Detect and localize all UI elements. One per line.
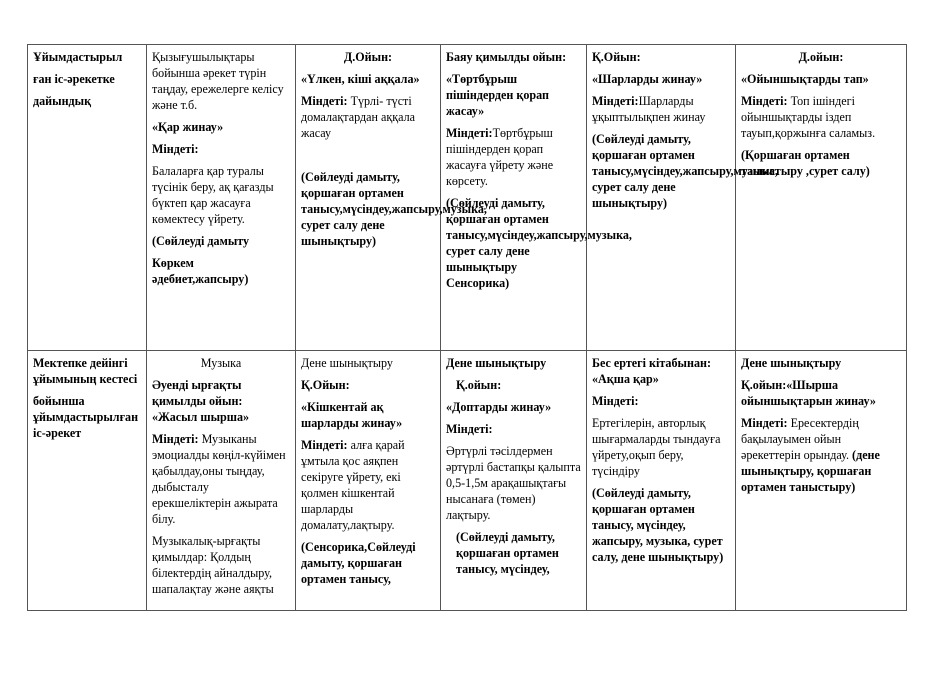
activity-text: Балаларға қар туралы түсінік беру, ақ қағазды бүктеп қар жасауға көмектесу үйрету. [152,164,274,226]
activity-text: Қ.Ойын: [592,50,641,64]
activity-text: Бес ертегі кітабынан: «Ақша қар» [592,356,711,386]
row-header-line: Мектепке дейінгі ұйымының кестесі [33,356,138,386]
activity-text: Қ.ойын: [456,378,502,392]
row-header-line: Ұйымдастырыл [33,50,123,64]
activity-text: Дене шынықтыру [741,356,842,370]
activity-text: (Қоршаған ортамен таныстыру ,сурет салу) [741,148,870,178]
activity-text: Музыка [200,356,242,370]
activity-text: (Сөйлеуді дамыту, қоршаған ортамен танысу,мүсіндеу,жапсыру,музыка, сурет салу дене шынықтыру) [592,132,778,210]
activity-text: Әуенді ырғақты қимылды ойын: «Жасыл шырша» [152,378,250,424]
activity-text: Міндеті: [152,142,199,156]
activity-text: Дене шынықтыру [446,356,547,370]
lesson-plan-body [28,45,907,611]
activity-text: (Сенсорика,Сөйлеуді дамыту, қоршаған ортамен танысу, [301,540,416,586]
activity-text: Қызығушылықтары бойынша әрекет түрін таңдау, ережелерге келісу және т.б. [152,50,284,112]
activity-cell [296,351,441,611]
row-header-line: ған іс-әрекетке [33,72,115,86]
activity-text: «Шарларды жинау» [592,72,703,86]
activity-text: Қ.ойын:«Шырша ойыншықтарын жинау» [741,378,876,408]
activity-text: «Төртбұрыш пішіндерден қорап жасау» [446,72,549,118]
activity-text: «Қар жинау» [152,120,224,134]
activity-text: Дене шынықтыру [301,356,393,370]
activity-cell [736,45,907,351]
activity-text: (Сөйлеуді дамыту, қоршаған ортамен танысу, мүсіндеу, жапсыру, музыка, сурет салу, дене шынықтыру) [592,486,724,564]
activity-text: (Сөйлеуді дамыту, қоршаған ортамен танысу, мүсіндеу, [456,530,559,576]
row-header-cell [28,45,147,351]
row-header-line: дайындық [33,94,92,108]
activity-cell [587,351,736,611]
activity-text: Музыкалық-ырғақты қимылдар: Қолдың білектердің айналдыру, шапалақтау және аяқты [152,534,274,596]
activity-text: Міндеті: [592,394,639,408]
activity-text: Міндеті: алға қарай ұмтыла қос аяқпен секіруге үйрету, екі қолмен кішкентай шарларды домалату,лақтыру. [301,438,405,532]
activity-text: Міндеті: Музыканы эмоциалды көңіл-күйімен қабылдау,оны тыңдау, дыбысталу ерекшеліктерін ажырата білу. [152,432,286,526]
activity-text: Міндеті: Топ ішіндегі ойыншықтарды іздеп тауып,қоржынға саламыз. [741,94,876,140]
activity-text: Міндеті: Ересектердің бақылауымен ойын әрекеттерін орындау. (дене шынықтыру, қоршаған ортамен таныстыру) [741,416,880,494]
activity-text: «Үлкен, кіші аққала» [301,72,420,86]
activity-text: «Кішкентай ақ шарларды жинау» [301,400,403,430]
activity-cell [441,351,587,611]
activity-text: «Ойыншықтарды тап» [741,72,869,86]
activity-cell [147,45,296,351]
activity-cell [147,351,296,611]
activity-text: Қ.Ойын: [301,378,350,392]
activity-text: Міндеті:Шарларды ұқыптылықпен жинау [592,94,706,124]
activity-text: «Доптарды жинау» [446,400,552,414]
table-row [28,351,907,611]
activity-text: (Сөйлеуді дамыту, қоршаған ортамен танысу,мүсіндеу,жапсыру,музыка, сурет салу дене шынықтыру) [301,170,487,248]
activity-text: Баяу қимылды ойын: [446,50,567,64]
activity-text: (Сөйлеуді дамыту, қоршаған ортамен танысу,мүсіндеу,жапсыру,музыка, сурет салу дене шынықтыру Сенсорика) [446,196,632,290]
activity-text: Көркем әдебиет,жапсыру) [152,256,249,286]
activity-text: Д.ойын: [798,50,844,64]
row-header-cell [28,351,147,611]
row-header-line: бойынша ұйымдастырылған іс-әрекет [33,394,139,440]
activity-cell [587,45,778,351]
activity-text: Ертегілерін, авторлық шығармаларды тындауға үйрету,оқып беру, түсіндіру [592,416,721,478]
lesson-plan-table [27,44,907,611]
activity-text: Міндеті: [446,422,493,436]
activity-text: Әртүрлі тәсілдермен әртүрлі бастапқы қалыпта 0,5-1,5м арақашықтағы нысанаға (төмен) лақтыру. [446,444,581,522]
activity-text: (Сөйлеуді дамыту [152,234,250,248]
activity-text: Міндеті: Түрлі- түсті домалақтардан аққала жасау [301,94,415,140]
table-row [28,45,907,351]
activity-cell [296,45,487,351]
activity-cell [736,351,907,611]
activity-text: Д.Ойын: [343,50,393,64]
activity-text: Міндеті:Төртбұрыш пішіндерден қорап жасауға үйрету және көрсету. [446,126,554,188]
